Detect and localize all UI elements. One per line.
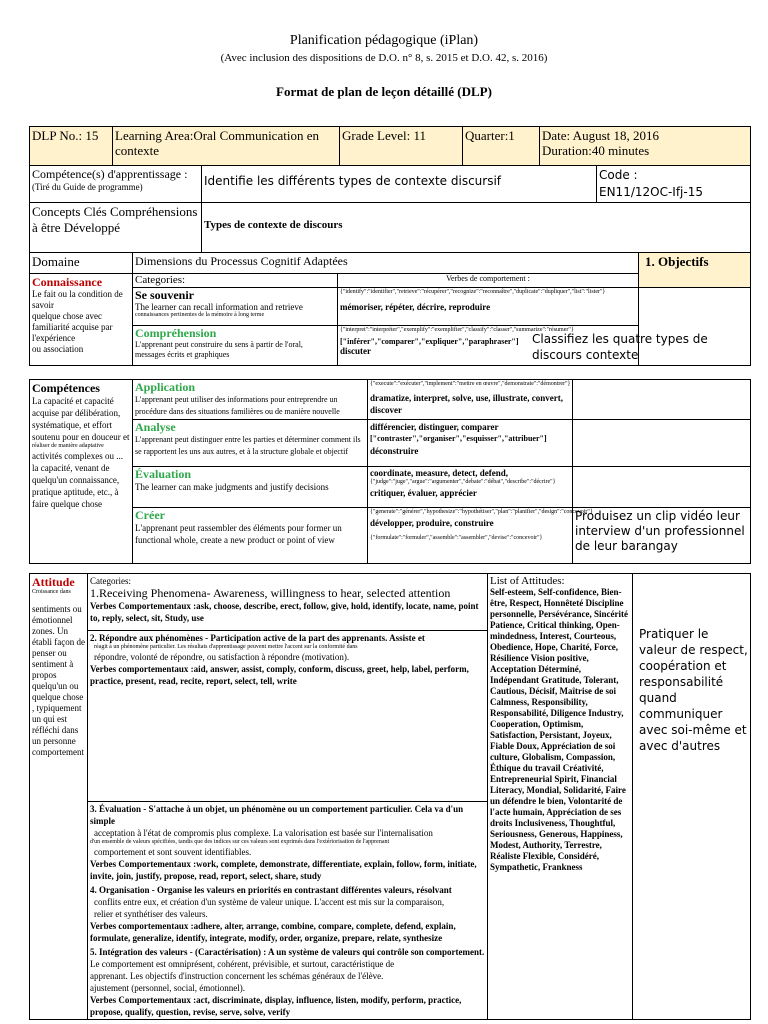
competences-desc2: réaliser de manière adaptative bbox=[32, 443, 104, 449]
concepts-value: Types de contexte de discours bbox=[202, 203, 751, 253]
competences-desc3: activités complexes ou ... la capacité, venant de quelqu'un connaissance, pratique aptitude, etc., à faire quelque chose bbox=[32, 451, 123, 509]
application-desc: L'apprenant peut utiliser des informations pour entreprendre un procédure dans des situations familières ou de manière nouvelle bbox=[135, 395, 340, 416]
code-cell bbox=[597, 166, 751, 203]
connaissance-desc3: ou association bbox=[32, 344, 84, 354]
evaluation-verbs1: coordinate, measure, detect, defend, bbox=[370, 468, 509, 478]
analyse-verbs2: ["contraster","organiser","esquisser","attribuer"] bbox=[370, 434, 547, 443]
c2-sub2: répondre, volonté de répondre, ou satisfaction à répondre (motivation). bbox=[94, 652, 350, 662]
attitudes-list: Self-esteem, Self-confidence, Bien-être, Respect, Honnêteté Discipline personnelle, Persévérance, Sincérité Patience, Critical thinking, Open-mindedness, Interest, Courteous, Obedience, Hope, Charité, Force, Résilience Vision positive, Acceptation Déterminé, Indépendant Gratitude, Tolerant, Cautious, Décisif, Maîtrise de soi Calmness, Responsibility, Responsabilité, Diligence Industry, Cooperation, Optimism, Satisfaction, Persistant, Joyeux, Fiable Doux, Appréciation de soi culture, Globalism, Compassion, Éthique du travail Créativité, Entrepreneurial Spirit, Financial Literacy, Mondial, Solidarité, Faire un défendre le bien, Volontarité de l'acte humain, Appréciation de ses droits Inclusiveness, Thoughtful, Seriousness, Generous, Happiness, Modest, Authority, Terrestre, Réaliste Flexible, Considéré, Sympathetic, Frankness bbox=[490, 587, 628, 872]
application-cell bbox=[133, 380, 368, 420]
c5-sub3: ajustement (personnel, social, émotionnel). bbox=[90, 983, 245, 993]
quarter: Quarter:1 bbox=[463, 127, 540, 166]
attitudes-list-title: List of Attitudes: bbox=[490, 575, 565, 587]
c3-verbs: Verbes Comportementaux :work, complete, demonstrate, differentiate, explain, follow, form, initiate, invite, join, justify, propose, read, report, select, share, study bbox=[90, 859, 477, 881]
receiving-cell bbox=[88, 574, 488, 631]
c2-verbs: Verbes comportementaux :aid, answer, assist, comply, conform, discuss, greet, help, label, perform, practice, present, read, recite, report, select, tell, write bbox=[90, 664, 469, 686]
c5-sub2: apprenant. Les objectifs d'instruction concernent les schémas généraux de l'élève. bbox=[90, 971, 384, 981]
application-objective-cell bbox=[573, 380, 751, 420]
creer-cell bbox=[133, 508, 368, 564]
application-verbs-cell bbox=[368, 380, 573, 420]
analyse-verbs1: différencier, distinguer, comparer bbox=[370, 422, 499, 432]
c4-sub1: conflits entre eux, et création d'un système de valeur unique. L'accent est mis sur la comparaison, bbox=[94, 897, 445, 907]
creer-tags2: {"formulate":"formuler","assemble":"assembler","devise":"concevoir"} bbox=[370, 535, 543, 541]
competence-label: Compétence(s) d'apprentissage : bbox=[32, 167, 188, 181]
learning-area: Learning Area:Oral Communication en contexte bbox=[113, 127, 340, 166]
attitude-table bbox=[29, 573, 751, 1020]
competence-sublabel: (Tiré du Guide de programme) bbox=[32, 182, 143, 192]
c1-title: 1.Receiving Phenomena- Awareness, willingness to hear, selected attention bbox=[90, 586, 451, 600]
c3-sub3: comportement et sont souvent identifiables. bbox=[94, 847, 252, 857]
creer-verbs: développer, produire, construire bbox=[370, 518, 494, 528]
creer-tags1: {"generate":"générer","hypothesize":"hypothétiser","plan":"planifier","design":"concevoir"} bbox=[370, 509, 593, 515]
analyse-verbs3: déconstruire bbox=[370, 446, 419, 456]
evaluation-verbs-cell bbox=[368, 467, 573, 508]
analyse-verbs-cell bbox=[368, 420, 573, 467]
application-verbs: dramatize, interpret, solve, use, illustrate, convert, discover bbox=[370, 393, 564, 415]
c2-sub1: réagit à un phénomène particulier. Les résultats d'apprentissage peuvent mettre l'accent sur la conformité dans bbox=[94, 644, 358, 650]
concepts-table bbox=[29, 202, 751, 253]
attitudes-list-cell bbox=[488, 574, 633, 1020]
concepts-label: Concepts Clés Compréhensions à être Développé bbox=[30, 203, 202, 253]
analyse-desc: L'apprenant peut distinguer entre les parties et déterminer comment ils se rapportent les uns aux autres, et à la structure globale et objectif bbox=[135, 435, 361, 456]
creer-title: Créer bbox=[135, 508, 165, 522]
duration: Duration:40 minutes bbox=[542, 143, 650, 158]
comprehension-cell bbox=[133, 326, 338, 366]
connaissance-cell bbox=[30, 274, 133, 366]
respond-cell bbox=[88, 631, 488, 802]
attitude-desc: sentiments ou émotionnel zones. Un établi façon de penser ou sentiment à propos quelqu'un ou quelque chose , typiquement un qui est réfléchi dans un personne comportement bbox=[32, 604, 85, 757]
competence-label-cell bbox=[30, 166, 202, 203]
categories-label: Categories: bbox=[133, 274, 338, 288]
code-value: EN11/12OC-Ifj-15 bbox=[599, 185, 703, 199]
attitude-categories-label: Categories: bbox=[90, 576, 131, 586]
evaluation-verbs2: critiquer, évaluer, apprécier bbox=[370, 488, 477, 498]
c3-sub2: d'un ensemble de valeurs spécifiées, tandis que des indices sur ces valeurs sont exprimés dans l'extériorisation de l'apprenant bbox=[90, 839, 390, 845]
c4-title: 4. Organisation - Organise les valeurs en priorités en contrastant différentes valeurs, résolvant bbox=[90, 885, 452, 895]
c3-sub1: acceptation à l'état de compromis plus complexe. La valorisation est basée sur l'internalisation bbox=[94, 828, 433, 838]
c5-sub1: Le comportement est omniprésent, cohérent, prévisible, et surtout, caractéristique de bbox=[90, 959, 395, 969]
attitude-subtitle: Croissance dans bbox=[32, 589, 71, 595]
connaissance-objective: Classifiez les quatre types de discours contexte bbox=[532, 332, 708, 362]
domaine-label: Domaine bbox=[30, 253, 133, 274]
evaluation-tags: {"judge":"juge","argue":"argumenter","debate":"débat","describe":"décrire"} bbox=[370, 479, 556, 485]
c5-verbs: Verbes Comportementaux :act, discriminate, display, influence, listen, modify, perform, practice, propose, qualify, question, revise, serve, solve, verify bbox=[90, 995, 462, 1017]
attitude-title: Attitude bbox=[32, 575, 75, 589]
analyse-title: Analyse bbox=[135, 420, 176, 434]
c4-sub2: relier et synthétiser des valeurs. bbox=[94, 909, 208, 919]
connaissance-title: Connaissance bbox=[32, 275, 103, 289]
grade-level: Grade Level: 11 bbox=[340, 127, 463, 166]
application-title: Application bbox=[135, 380, 196, 394]
format-title: Format de plan de leçon détaillé (DLP) bbox=[276, 84, 492, 99]
analyse-cell bbox=[133, 420, 368, 467]
evaluation-objective-cell bbox=[573, 467, 751, 508]
connaissance-desc1: Le fait ou la condition de savoir bbox=[32, 289, 123, 310]
plan-title: Planification pédagogique (iPlan) bbox=[289, 33, 479, 48]
c2-title: 2. Répondre aux phénomènes - Participation active de la part des apprenants. Assiste et bbox=[90, 633, 425, 643]
objectifs-label: 1. Objectifs bbox=[639, 253, 751, 288]
comprehension-tags: {"interpret":"interpréter","exemplify":"exemplifier","classify":"classer","summarize":"résumer"} bbox=[340, 327, 574, 333]
analyse-objective-cell bbox=[573, 420, 751, 467]
se-souvenir-verbs: mémoriser, répéter, décrire, reproduire bbox=[340, 302, 491, 312]
attitude-objective: Pratiquer le valeur de respect, coopération et responsabilité quand communiquer avec soi-même et avec d'autres bbox=[633, 574, 751, 1020]
application-tags: {"execute":"exécuter","implement":"mettre en œuvre","demonstrate":"démontrer"} bbox=[370, 381, 571, 387]
creer-verbs-cell bbox=[368, 508, 593, 564]
competence-table bbox=[29, 165, 751, 203]
dlp-table bbox=[29, 126, 751, 166]
evaluation-desc: The learner can make judgments and justify decisions bbox=[135, 482, 329, 492]
se-souvenir-tags: {"identify":"identifier","retrieve":"récupérer","recognize":"reconnaître","duplicate":"dupliquer","list":"lister"} bbox=[340, 289, 606, 295]
competences-table bbox=[29, 379, 751, 564]
date: Date: August 18, 2016 bbox=[542, 128, 659, 143]
se-souvenir-desc2: connaissances pertinentes de la mémoire à long terme bbox=[135, 312, 265, 318]
se-souvenir-verbs-cell bbox=[338, 288, 639, 326]
competences-desc1: La capacité et capacité acquise par délibération, systématique, et effort soutenu pour en douceur et bbox=[32, 396, 130, 442]
attitude-cell bbox=[30, 574, 88, 1020]
comprehension-title: Compréhension bbox=[135, 326, 217, 340]
c3-title: 3. Évaluation - S'attache à un objet, un phénomène ou un comportement particulier. Cela va d'un simple bbox=[90, 804, 464, 826]
comprehension-verbs2: discuter bbox=[340, 346, 371, 356]
comprehension-verbs1: ["inférer","comparer","expliquer","paraphraser"] bbox=[340, 337, 519, 346]
creer-objective: Produisez un clip vidéo leur interview d'un professionnel de leur barangay bbox=[573, 508, 751, 564]
competences-title: Compétences bbox=[32, 381, 100, 395]
valuing-cell bbox=[88, 802, 488, 1020]
evaluation-title: Évaluation bbox=[135, 467, 192, 481]
se-souvenir-desc: The learner can recall information and retrieve bbox=[135, 302, 303, 312]
se-souvenir-cell bbox=[133, 288, 338, 326]
c5-title: 5. Intégration des valeurs - (Caractérisation) : A un système de valeurs qui contrôle son comportement. bbox=[90, 947, 485, 957]
c4-verbs: Verbes comportementaux :adhere, alter, arrange, combine, compare, complete, defend, explain, formulate, generalize, identify, integrate, modify, order, organize, prepare, relate, synthesize bbox=[90, 921, 456, 943]
code-label: Code : bbox=[599, 168, 638, 182]
se-souvenir-title: Se souvenir bbox=[135, 288, 195, 302]
dlp-no: DLP No.: 15 bbox=[30, 127, 113, 166]
dimensions-label: Dimensions du Processus Cognitif Adaptées bbox=[133, 253, 639, 274]
plan-subtitle: (Avec inclusion des dispositions de D.O. n° 8, s. 2015 et D.O. 42, s. 2016) bbox=[220, 52, 548, 64]
creer-desc: L'apprenant peut rassembler des éléments pour former un functional whole, create a new product or point of view bbox=[135, 523, 342, 545]
competence-value: Identifie les différents types de contexte discursif bbox=[202, 166, 597, 203]
c1-verbs: Verbes Comportementaux :ask, choose, describe, erect, follow, give, hold, identify, locate, name, point to, reply, select, sit, Study, use bbox=[90, 601, 479, 623]
connaissance-desc2: quelque chose avec familiarité acquise par l'expérience bbox=[32, 311, 113, 343]
comprehension-desc: L'apprenant peut construire du sens à partir de l'oral, messages écrits et graphiques bbox=[135, 340, 303, 359]
verbes-label: Verbes de comportement : bbox=[338, 274, 639, 288]
competences-cell bbox=[30, 380, 133, 564]
evaluation-cell bbox=[133, 467, 368, 508]
date-cell bbox=[540, 127, 751, 166]
